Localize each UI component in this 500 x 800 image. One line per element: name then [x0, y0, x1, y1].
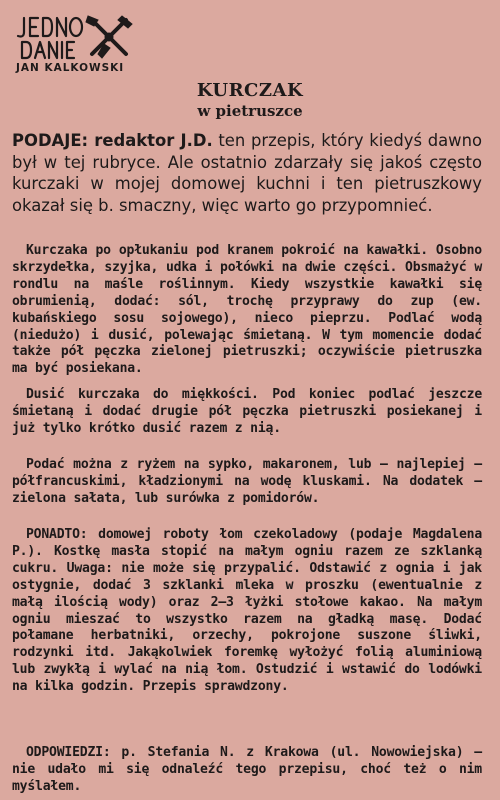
paragraph-stewing: Dusić kurczaka do miękkości. Pod koniec podlać jeszcze śmietaną i dodać drugie pół pęczka pietruszki posiekanej i już tylko krótko dusić razem z nią. — [12, 387, 482, 436]
author-name: JAN KALKOWSKI — [16, 62, 125, 74]
article-title: KURCZAK — [196, 80, 304, 101]
article-heading — [150, 80, 350, 120]
crossed-cutlery-icon — [86, 16, 132, 58]
column-logo — [14, 14, 142, 62]
paragraph-serving: Podać można z ryżem na sypko, makaronem, lub — najlepiej — półfrancuskimi, kładzionymi na wodę kluskami. Na dodatek — zielona sałata, lub surówka z pomidorów. — [12, 457, 482, 506]
lead-rest: ten przepis, który kiedyś dawno był w tej rubryce. Ale ostatnio zdarzały się jakoś często kurczaki w mojej domowej kuchni i ten pietruszkowy okazał się b. smaczny, więc warto go przypomnieć. — [12, 131, 482, 215]
column-header — [12, 14, 142, 76]
paragraph-chocolate-recipe: PONADTO: domowej roboty łom czekoladowy (podaje Magdalena P.). Kostkę masła stopić na małym ogniu razem ze szklanką cukru. Uwaga: nie może się przypalić. Odstawić z ognia i jak ostygnie, dodać 3 szklanki mleka w proszku (ewentualnie z małą ilością wody) oraz 2—3 łyżki stołowe kakao. Na małym ogniu mieszać to wszystko razem na gładką masę. Dodać połamane herbatniki, orzechy, pokrojone suszone śliwki, rodzynki itd. Jakąkolwiek foremkę wyłożyć folią aluminiową lub zwykłą i wylać na nią łom. Ostudzić i wstawić do lodówki na kilka godzin. Przepis sprawdzony. — [12, 527, 482, 695]
lead-start: PODAJE: redaktor J.D. — [12, 131, 213, 150]
paragraph-preparation: Kurczaka po opłukaniu pod kranem pokroić na kawałki. Osobno skrzydełka, szyjka, udka i połówki na dwie części. Obsmażyć w rondlu na maśle roślinnym. Kiedy wszystkie kawałki się obrumienią, dodać: sól, trochę przyprawy do zup (ew. kubańskiego sosu sojowego), nieco pieprzu. Podlać wodą (niedużo) i dusić, polewając śmietaną. W tym momencie dodać także pół pęczka zielonej pietruszki; oczywiście pietruszka ma być posiekana. — [12, 243, 482, 377]
article-subtitle: w pietruszce — [197, 102, 303, 120]
paragraph-answers: ODPOWIEDZI: p. Stefania N. z Krakowa (ul. Nowowiejska) — nie udało mi się odnaleźć tego przepisu, choć też o nim myślałem. — [12, 745, 482, 794]
lead-paragraph — [12, 130, 482, 216]
